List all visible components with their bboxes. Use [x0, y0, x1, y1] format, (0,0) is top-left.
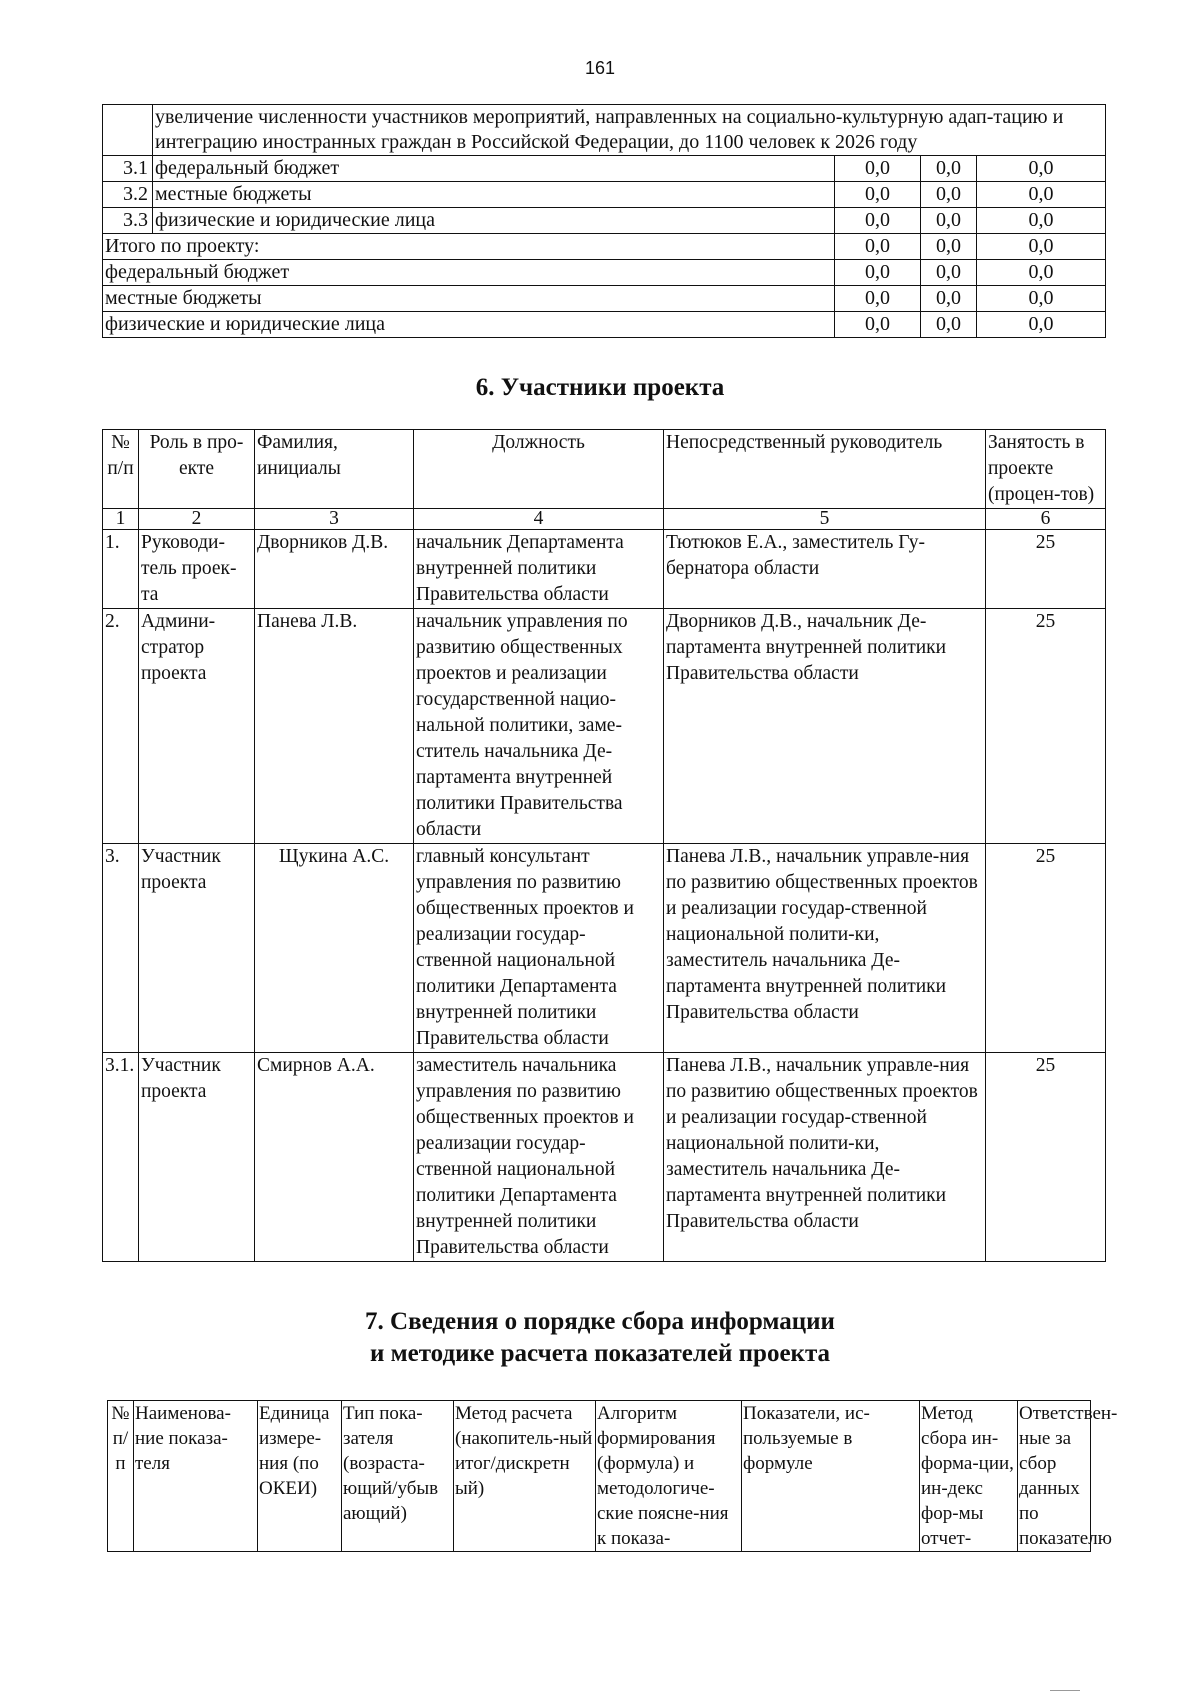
- budget-goal-text: увеличение численности участников мероприятий, направленных на социально-культурную адап-тацию и интеграцию иностранных граждан в Российской Федерации, до 1100 человек к 2026 году: [153, 105, 1106, 156]
- budget-value: 0,0: [835, 208, 921, 234]
- participant-position: главный консультант управления по развитию общественных проектов и реализации государ-ственной национальной политики Департамента внутренней политики Правительства области: [414, 844, 664, 1053]
- budget-row-index: 3.2: [103, 182, 153, 208]
- participant-name: Дворников Д.В.: [255, 530, 414, 609]
- budget-total-row: [103, 234, 1106, 260]
- participant-position: заместитель начальника управления по развитию общественных проектов и реализации государ-ственной национальной политики Департамента внутренней политики Правительства области: [414, 1053, 664, 1262]
- column-number: 3: [255, 509, 414, 530]
- budget-total-label: федеральный бюджет: [103, 260, 835, 286]
- budget-row: [103, 182, 1106, 208]
- column-number: 5: [664, 509, 986, 530]
- budget-value: 0,0: [977, 234, 1106, 260]
- participants-column-numbers: [103, 509, 1106, 530]
- indicators-header-cell: Показатели, ис-пользуемые в формуле: [742, 1401, 920, 1552]
- column-number: 2: [139, 509, 255, 530]
- participant-row: [103, 530, 1106, 609]
- participant-number: 3.: [103, 844, 139, 1053]
- budget-row: [103, 208, 1106, 234]
- column-number: 1: [103, 509, 139, 530]
- budget-value: 0,0: [977, 312, 1106, 338]
- indicators-header-cell: Метод сбора ин-форма-ции, ин-декс фор-мы отчет-: [920, 1401, 1018, 1552]
- budget-row-label: местные бюджеты: [153, 182, 835, 208]
- participant-load: 25: [986, 1053, 1106, 1262]
- budget-value: 0,0: [835, 156, 921, 182]
- budget-value: 0,0: [835, 312, 921, 338]
- participant-name: Щукина А.С.: [255, 844, 414, 1053]
- participant-load: 25: [986, 530, 1106, 609]
- column-number: 6: [986, 509, 1106, 530]
- section-7-title: [0, 1306, 1200, 1370]
- participant-number: 3.1.: [103, 1053, 139, 1262]
- budget-value: 0,0: [921, 286, 977, 312]
- budget-total-row: [103, 286, 1106, 312]
- participants-header-cell: Непосредственный руководитель: [664, 430, 986, 509]
- budget-value: 0,0: [921, 312, 977, 338]
- indicators-header-cell: № п/п: [108, 1401, 134, 1552]
- budget-value: 0,0: [921, 156, 977, 182]
- indicators-header-cell: Ответствен-ные за сбор данных по показателю: [1018, 1401, 1091, 1552]
- participants-header-cell: Роль в про-екте: [139, 430, 255, 509]
- participants-header-cell: Фамилия, инициалы: [255, 430, 414, 509]
- budget-value: 0,0: [921, 234, 977, 260]
- budget-value: 0,0: [921, 208, 977, 234]
- participants-header-cell: Должность: [414, 430, 664, 509]
- section-7-title-line2: и методике расчета показателей проекта: [369, 1340, 831, 1367]
- participant-manager: Панева Л.В., начальник управле-ния по развитию общественных проектов и реализации государ-ственной национальной полити-ки, заместитель начальника Де-партамента внутренней политики Правительства области: [664, 844, 986, 1053]
- indicators-table: [107, 1400, 1118, 1552]
- participant-number: 2.: [103, 609, 139, 844]
- participants-table: [102, 429, 1106, 1262]
- budget-value: 0,0: [835, 286, 921, 312]
- budget-value: 0,0: [977, 156, 1106, 182]
- indicators-header-cell: Тип пока-зателя (возраста-ющий/убыв ающий): [342, 1401, 454, 1552]
- budget-value: 0,0: [835, 182, 921, 208]
- participant-name: Смирнов А.А.: [255, 1053, 414, 1262]
- participant-load: 25: [986, 844, 1106, 1053]
- participant-name: Панева Л.В.: [255, 609, 414, 844]
- budget-total-label: Итого по проекту:: [103, 234, 835, 260]
- budget-total-row: [103, 260, 1106, 286]
- participant-position: начальник управления по развитию общественных проектов и реализации государственной нацио-нальной политики, заме-ститель начальника Де-партамента внутренней политики Правительства области: [414, 609, 664, 844]
- participant-manager: Тютюков Е.А., заместитель Гу-бернатора области: [664, 530, 986, 609]
- indicators-header-cell: Единица измере-ния (по ОКЕИ): [258, 1401, 342, 1552]
- budget-value: 0,0: [977, 182, 1106, 208]
- budget-value: 0,0: [835, 234, 921, 260]
- participant-row: [103, 844, 1106, 1053]
- participant-role: Руководи-тель проек-та: [139, 530, 255, 609]
- budget-row-label: федеральный бюджет: [153, 156, 835, 182]
- column-number: 4: [414, 509, 664, 530]
- participant-manager: Дворников Д.В., начальник Де-партамента внутренней политики Правительства области: [664, 609, 986, 844]
- page-number: 161: [584, 58, 616, 78]
- participant-position: начальник Департамента внутренней политики Правительства области: [414, 530, 664, 609]
- budget-total-label: физические и юридические лица: [103, 312, 835, 338]
- indicators-header-cell: Алгоритм формирования (формула) и методологиче-ские поясне-ния к показа-: [596, 1401, 742, 1552]
- participants-header-cell: № п/п: [103, 430, 139, 509]
- budget-value: 0,0: [921, 182, 977, 208]
- budget-row-index: 3.3: [103, 208, 153, 234]
- budget-table: [102, 104, 1106, 338]
- indicators-header-cell: Метод расчета (накопитель-ный итог/дискретн ый): [454, 1401, 596, 1552]
- budget-total-label: местные бюджеты: [103, 286, 835, 312]
- budget-goal-row: [103, 105, 1106, 156]
- budget-value: 0,0: [977, 286, 1106, 312]
- participant-manager: Панева Л.В., начальник управле-ния по развитию общественных проектов и реализации государ-ственной национальной полити-ки, заместитель начальника Де-партамента внутренней политики Правительства области: [664, 1053, 986, 1262]
- budget-row: [103, 156, 1106, 182]
- scan-artifact: [1050, 1690, 1080, 1694]
- participant-row: [103, 609, 1106, 844]
- indicators-header-row: [108, 1401, 1091, 1552]
- participant-row: [103, 1053, 1106, 1262]
- budget-row-index: 3.1: [103, 156, 153, 182]
- participants-header-row: [103, 430, 1106, 509]
- budget-row-label: физические и юридические лица: [153, 208, 835, 234]
- participant-load: 25: [986, 609, 1106, 844]
- participant-number: 1.: [103, 530, 139, 609]
- section-6-title: 6. Участники проекта: [475, 374, 725, 401]
- budget-value: 0,0: [835, 260, 921, 286]
- budget-value: 0,0: [921, 260, 977, 286]
- indicators-header-cell: Наименова-ние показа-теля: [134, 1401, 258, 1552]
- budget-total-row: [103, 312, 1106, 338]
- participant-role: Участник проекта: [139, 844, 255, 1053]
- participants-header-cell: Занятость в проекте (процен-тов): [986, 430, 1106, 509]
- section-7-title-line1: 7. Сведения о порядке сбора информации: [365, 1308, 835, 1335]
- budget-value: 0,0: [977, 260, 1106, 286]
- participant-role: Админи-стратор проекта: [139, 609, 255, 844]
- participant-role: Участник проекта: [139, 1053, 255, 1262]
- budget-value: 0,0: [977, 208, 1106, 234]
